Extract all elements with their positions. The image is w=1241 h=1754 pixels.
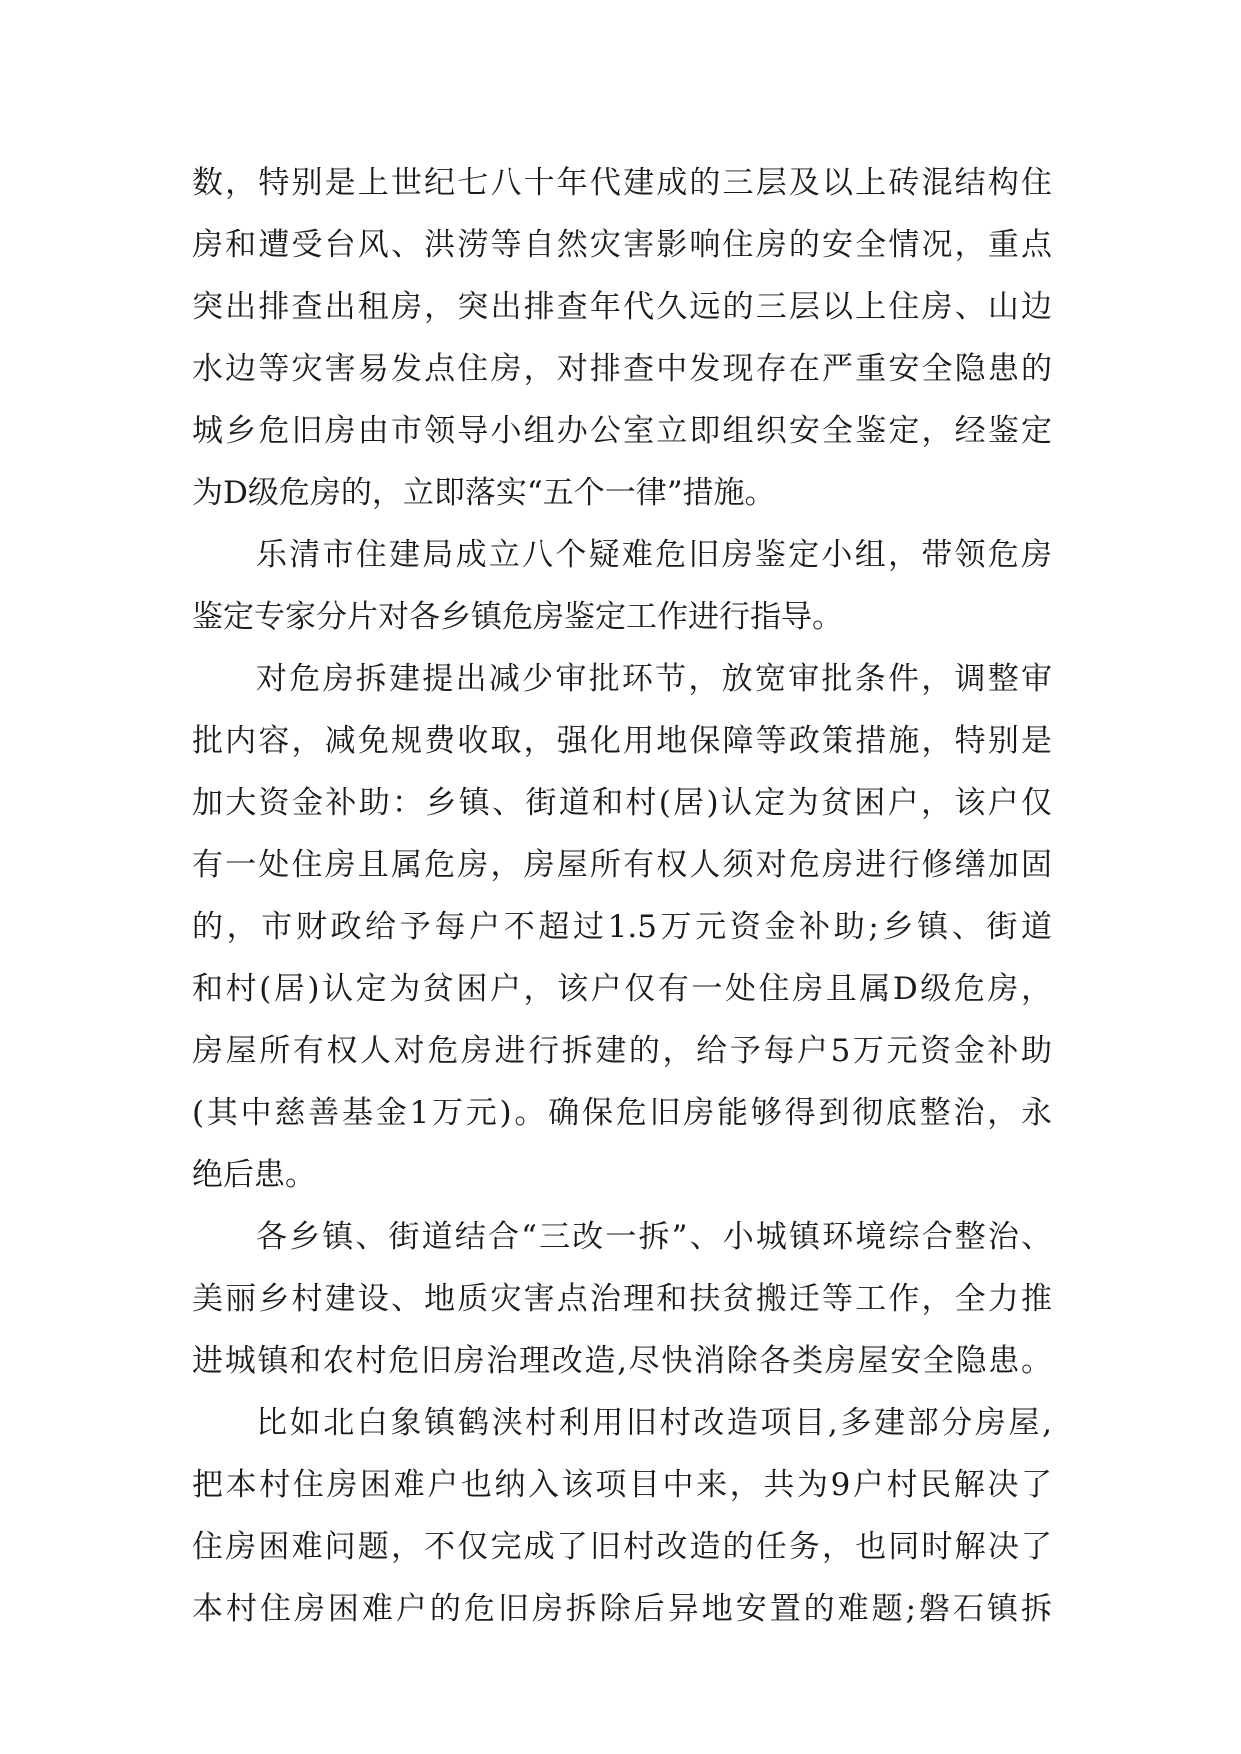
body-text bbox=[192, 152, 1052, 1640]
paragraph-line: 的，市财政给予每户不超过1.5万元资金补助;乡镇、街道 bbox=[192, 909, 1052, 945]
paragraph-line: 房和遭受台风、洪涝等自然灾害影响住房的安全情况，重点 bbox=[192, 227, 1052, 263]
paragraph-line: (其中慈善基金1万元)。确保危旧房能够得到彻底整治，永 bbox=[192, 1095, 1052, 1131]
paragraph-line: 住房困难问题，不仅完成了旧村改造的任务，也同时解决了 bbox=[192, 1529, 1052, 1565]
paragraph-line: 房屋所有权人对危房进行拆建的，给予每户5万元资金补助 bbox=[192, 1033, 1052, 1069]
paragraph-line: 突出排查出租房，突出排查年代久远的三层以上住房、山边 bbox=[192, 289, 1052, 325]
paragraph-line: 城乡危旧房由市领导小组办公室立即组织安全鉴定，经鉴定 bbox=[192, 413, 1052, 449]
paragraph-line: 数，特别是上世纪七八十年代建成的三层及以上砖混结构住 bbox=[192, 165, 1052, 201]
paragraph-line: 加大资金补助：乡镇、街道和村(居)认定为贫困户，该户仅 bbox=[192, 785, 1052, 821]
paragraph-line: 和村(居)认定为贫困户，该户仅有一处住房且属D级危房， bbox=[192, 971, 1052, 1007]
paragraph-line: 有一处住房且属危房，房屋所有权人须对危房进行修缮加固 bbox=[192, 847, 1052, 883]
paragraph-line: 绝后患。 bbox=[192, 1157, 316, 1193]
paragraph-line: 水边等灾害易发点住房，对排查中发现存在严重安全隐患的 bbox=[192, 351, 1052, 387]
paragraph-line: 比如北白象镇鹤浃村利用旧村改造项目,多建部分房屋, bbox=[256, 1405, 1052, 1441]
paragraph-line: 本村住房困难户的危旧房拆除后异地安置的难题;磐石镇拆 bbox=[192, 1591, 1052, 1627]
paragraph-line: 鉴定专家分片对各乡镇危房鉴定工作进行指导。 bbox=[192, 599, 843, 635]
paragraph-line: 把本村住房困难户也纳入该项目中来，共为9户村民解决了 bbox=[192, 1467, 1052, 1503]
paragraph-line: 批内容，减免规费收取，强化用地保障等政策措施，特别是 bbox=[192, 723, 1052, 759]
paragraph-line: 各乡镇、街道结合“三改一拆”、小城镇环境综合整治、 bbox=[256, 1219, 1052, 1255]
paragraph-line: 进城镇和农村危旧房治理改造,尽快消除各类房屋安全隐患。 bbox=[192, 1343, 1052, 1379]
paragraph-line: 为D级危房的，立即落实“五个一律”措施。 bbox=[192, 475, 776, 511]
paragraph-line: 对危房拆建提出减少审批环节，放宽审批条件，调整审 bbox=[256, 661, 1052, 697]
paragraph-line: 乐清市住建局成立八个疑难危旧房鉴定小组，带领危房 bbox=[256, 537, 1052, 573]
paragraph-line: 美丽乡村建设、地质灾害点治理和扶贫搬迁等工作，全力推 bbox=[192, 1281, 1052, 1317]
